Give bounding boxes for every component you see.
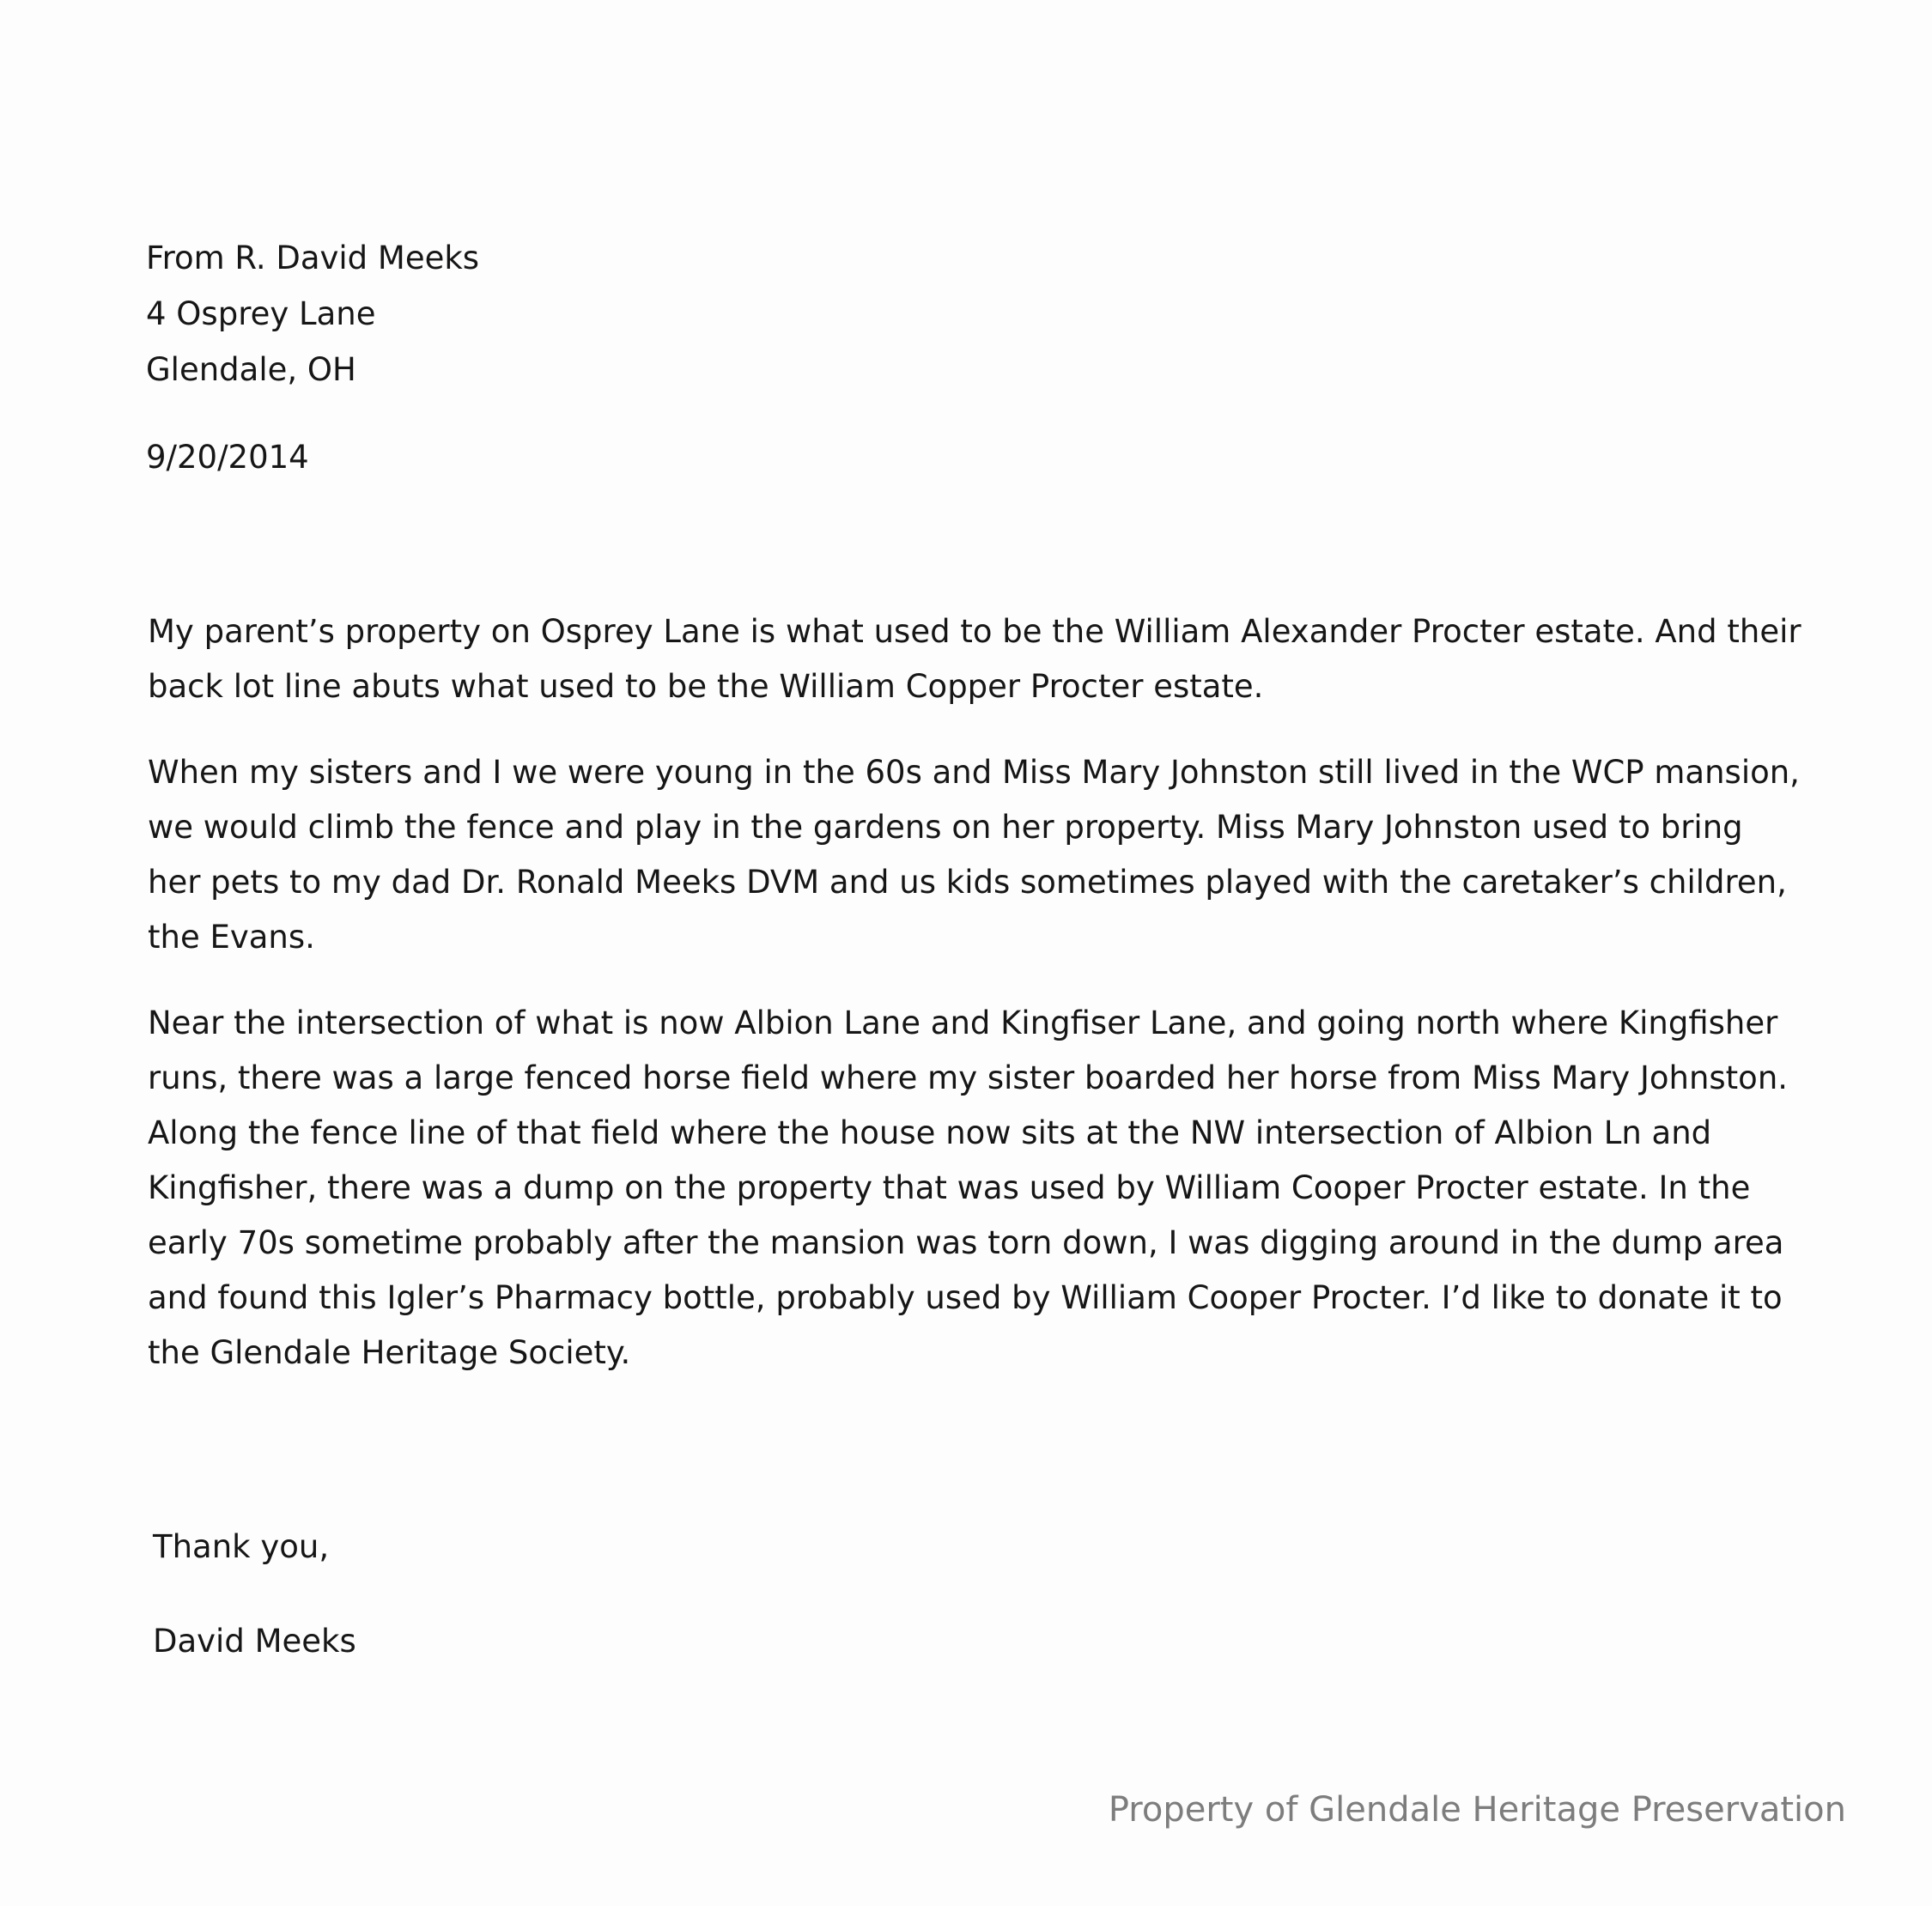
paragraph-line: When my sisters and I we were young in the 60s and Miss Mary Johnston still lived in the WCP mansion, bbox=[148, 754, 1800, 791]
paragraph-line: Near the intersection of what is now Albion Lane and Kingfiser Lane, and going north where Kingfisher bbox=[148, 1005, 1778, 1041]
paragraph-2 bbox=[148, 745, 1831, 965]
paragraph-line: early 70s sometime probably after the mansion was torn down, I was digging around in the dump area bbox=[148, 1224, 1784, 1261]
closing: Thank you, bbox=[153, 1528, 330, 1565]
paragraph-3 bbox=[148, 996, 1831, 1381]
paragraph-line: Kingfisher, there was a dump on the property that was used by William Cooper Procter estate. In the bbox=[148, 1169, 1751, 1206]
paragraph-line: the Evans. bbox=[148, 919, 315, 956]
signature: David Meeks bbox=[153, 1623, 356, 1660]
paragraph-line: her pets to my dad Dr. Ronald Meeks DVM and us kids sometimes played with the caretaker’s children, bbox=[148, 864, 1787, 901]
watermark: Property of Glendale Heritage Preservation bbox=[1108, 1790, 1846, 1830]
city-line: Glendale, OH bbox=[146, 351, 356, 388]
paragraph-line: we would climb the fence and play in the gardens on her property. Miss Mary Johnston used to bring bbox=[148, 809, 1743, 846]
paragraph-line: the Glendale Heritage Society. bbox=[148, 1334, 631, 1371]
paragraph-line: My parent’s property on Osprey Lane is what used to be the William Alexander Procter estate. And their bbox=[148, 613, 1801, 650]
letter-body bbox=[148, 604, 1831, 1411]
from-line: From R. David Meeks bbox=[146, 240, 480, 276]
paragraph-line: runs, there was a large fenced horse field where my sister boarded her horse from Miss Mary Johnston. bbox=[148, 1059, 1789, 1096]
sender-address bbox=[146, 230, 1176, 398]
paragraph-line: Along the fence line of that field where the house now sits at the NW intersection of Albion Ln and bbox=[148, 1114, 1712, 1151]
street-line: 4 Osprey Lane bbox=[146, 295, 376, 332]
paragraph-1 bbox=[148, 604, 1831, 714]
paragraph-line: back lot line abuts what used to be the William Copper Procter estate. bbox=[148, 668, 1264, 705]
letter-date: 9/20/2014 bbox=[146, 439, 309, 476]
paragraph-line: and found this Igler’s Pharmacy bottle, probably used by William Cooper Procter. I’d like to donate it to bbox=[148, 1279, 1783, 1316]
